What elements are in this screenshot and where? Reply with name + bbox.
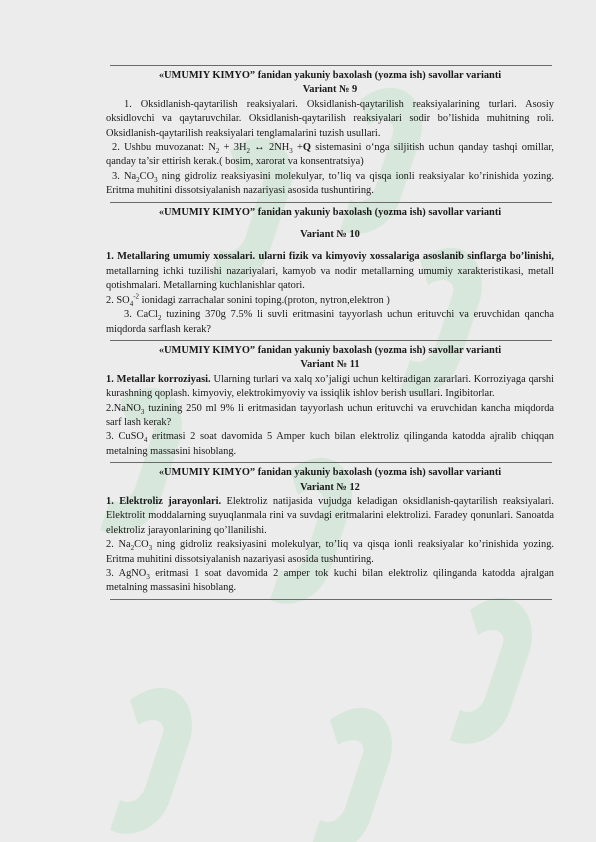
watermark-mark-6 <box>110 688 192 834</box>
question-3: 3. AgNO$_3$ eritmasi 1 soat davomida 2 amper tok kuchi bilan elektroliz qilinganda katodda ajralgan metalning massasini hisoblang. <box>106 568 555 594</box>
question-3: 3. CuSO$_4$ eritmasi 2 soat davomida 5 Amper kuch bilan elektroliz qilinganda katodda ajralib chiqqan metalning massasini hisoblang. <box>106 431 554 457</box>
question-3: 3. CaCl$_2$ tuzining 370g 7.5% li suvli eritmasini tayyorlash uchun erituvchi va eruvchidan qancha miqdorda sarflash kerak? <box>106 309 554 335</box>
variant-title: «UMUMIY KIMYO” fanidan yakuniy baxolash (yozma ish) savollar varianti <box>158 70 502 81</box>
question-2: 2. $SO_4^{-2}$ ionidagi zarrachalar sonini toping.(proton, nytron,elektron ) <box>106 292 390 308</box>
document-content <box>106 62 554 603</box>
question-1: 1. Elektroliz jarayonlari. Elektroliz natijasida vujudga keladigan oksidlanish-qaytarilish reaksiyalari. Elektrolit moddalarning suyuqlanmala rini va suvdagi eritmalarini elektrolizi. Faradey qonunlari. Sanoatda elektroliz jarayonlarining qo’llanilishi. <box>106 495 554 536</box>
question-1: 1. Metallaring umumiy xossalari. ularni fizik va kimyoviy xossalariga asoslanib sinflarga bo’linishi, metallarning ichki tuzilishi nazariyalari, kamyob va nodir metallarning umumiy xarakteristikasi, metall qotishmalari. Metallarning kuchlanishlar qatori. <box>106 251 554 292</box>
divider <box>110 340 552 341</box>
question-2: 2. Ushbu muvozanat: $N_2 + 3H_2$ ↔ $2NH_3 +Q$ sistemasini o‘nga siljitish uchun qanday tashqi omillar, qanday ta’sir ettirish kerak.( bosim, xarorat va konsentratsiya) <box>106 142 554 168</box>
divider <box>110 462 552 463</box>
question-2: 2. $Na_2CO_3$ ning gidroliz reaksiyasini molekulyar, to’liq va qisqa ionli reaksiyalar ko’rinishida yozing. Eritma muhitini dissotsiyalanish nazariyasi asosida tushuntiring. <box>106 539 554 565</box>
variant-title: «UMUMIY KIMYO” fanidan yakuniy baxolash (yozma ish) savollar varianti <box>158 467 502 479</box>
variant-number: Variant № 9 <box>302 84 358 96</box>
divider <box>110 599 552 600</box>
variant-number: Variant № 12 <box>300 481 360 493</box>
variant-number: Variant № 11 <box>300 359 360 371</box>
question-1: 1. Metallar korroziyasi. Ularning turlari va xalq xo’jaligi uchun keltiradigan zararlari. Korroziyaga qarshi kurashning qoplash. kimyoviy, elektrokimyoviy va issiqlik ishlov berish usullari. Ingibitorlar. <box>106 373 554 400</box>
divider <box>110 202 552 203</box>
watermark-mark-7 <box>310 708 392 842</box>
watermark-mark-8 <box>450 598 532 744</box>
variant-title: «UMUMIY KIMYO” fanidan yakuniy baxolash (yozma ish) savollar varianti <box>158 344 502 356</box>
variant-title: «UMUMIY KIMYO” fanidan yakuniy baxolash (yozma ish) savollar varianti <box>158 206 502 218</box>
variant-number: Variant № 10 <box>300 229 360 241</box>
question-2: 2.NaNO$_3$ tuzining 250 ml 9% li eritmasidan tayyorlash uchun erituvchi va eruvchidan kancha miqdorda sarf lash kerak? <box>106 402 554 428</box>
question-1: 1. Oksidlanish-qaytarilish reaksiyalari. Oksidlanish-qaytarilish reaksiyalarining turlari. Asosiy oksidlovchi va qaytaruvchilar. Oksidlanish-qaytarilish reaksiyalari sodir bo’lishida muhitning roli. Oksidlanish-qaytarilish reaksiyalari tenglamalarini tuzish usullari. <box>106 98 554 139</box>
question-3: 3. $Na_2CO_3$ ning gidroliz reaksiyasini molekulyar, to’liq va qisqa ionli reaksiyalar ko’rinishida yozing. Eritma muhitini dissotsiyalanish nazariyasi asosida tushuntiring. <box>106 170 554 197</box>
divider <box>110 65 552 66</box>
